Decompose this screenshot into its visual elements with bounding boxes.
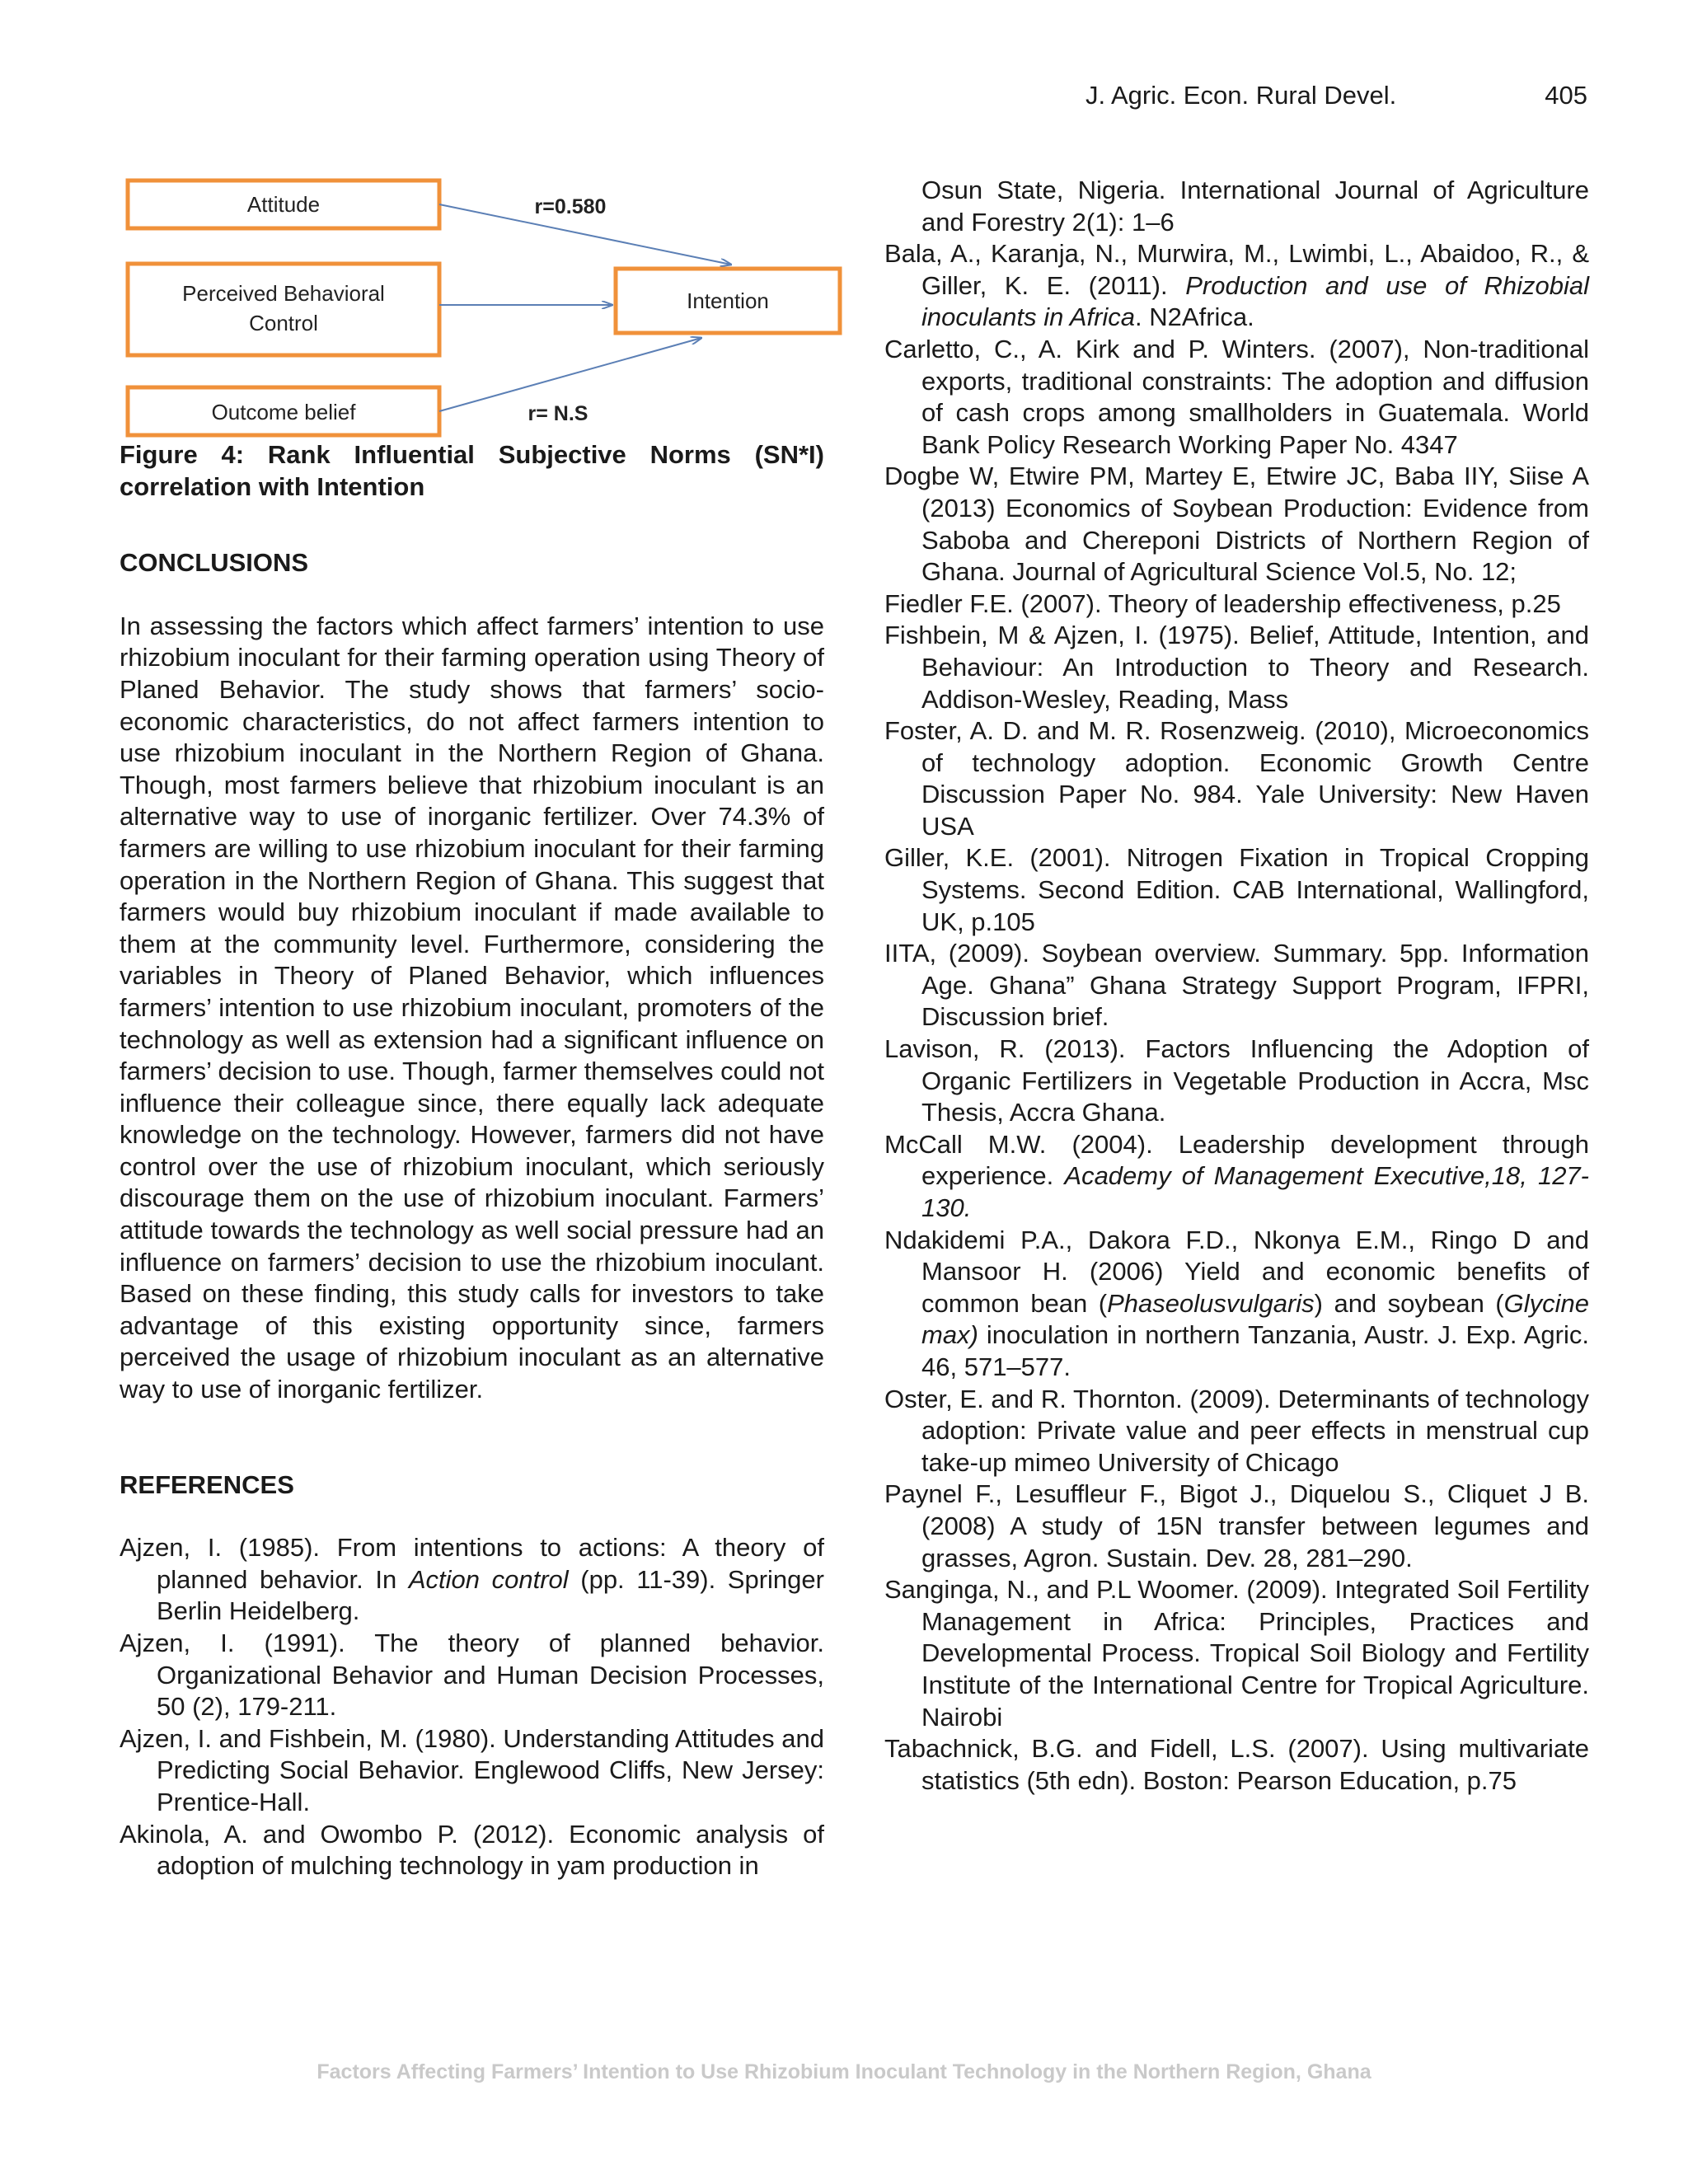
reference-text: Paynel F., Lesuffleur F., Bigot J., Diquelou S., Cliquet J B. (2008) A study of 15N transfer between legumes and grasses, Agron. Sustain. Dev. 28, 281–290. (884, 1479, 1589, 1572)
reference-italic-text: Action control (408, 1564, 569, 1594)
figure-diagram (120, 169, 845, 441)
reference-item (120, 1723, 824, 1819)
reference-text: Ndakidemi P.A., Dakora F.D., Nkonya E.M., Ringo D and Mansoor H. (2006) Yield and economic benefits of common bean ( (884, 1225, 1589, 1318)
reference-text: Fiedler F.E. (2007). Theory of leadership effectiveness, p.25 (884, 588, 1561, 618)
figure-4 (120, 169, 845, 441)
reference-item (884, 238, 1589, 334)
reference-italic-text: Glycine max) (921, 1288, 1589, 1350)
reference-item (884, 1574, 1589, 1733)
r-value-outcome: r= N.S (528, 402, 588, 425)
reference-text: Lavison, R. (2013). Factors Influencing the Adoption of Organic Fertilizers in Vegetable Production in Accra, Msc Thesis, Accra Ghana. (884, 1034, 1589, 1127)
right-column (884, 175, 1589, 1797)
reference-text: Sanginga, N., and P.L Woomer. (2009). Integrated Soil Fertility Management in Africa: Principles, Practices and Developmental Process. Tropical Soil Biology and Fertility Institute of the International Centre for Tropical Agriculture. Nairobi (884, 1575, 1589, 1732)
journal-title: J. Agric. Econ. Rural Devel. (1085, 81, 1397, 110)
references-heading: REFERENCES (120, 1469, 294, 1499)
reference-text: Ajzen, I. and Fishbein, M. (1980). Understanding Attitudes and Predicting Social Behavior. Englewood Cliffs, New Jersey: Prentice-Hall. (120, 1723, 824, 1816)
reference-text: Oster, E. and R. Thornton. (2009). Determinants of technology adoption: Private value and peer effects in menstrual cup take-up mimeo University of Chicago (884, 1384, 1589, 1477)
reference-item (884, 1225, 1589, 1384)
figure-caption: Figure 4: Rank Influential Subjective Norms (SN*I) correlation with Intention (120, 440, 824, 501)
reference-text: Dogbe W, Etwire PM, Martey E, Etwire JC, Baba IIY, Siise A (2013) Economics of Soybean Production: Evidence from Saboba and Chereponi Districts of Northern Region of Ghana. Journal of Agricultural Science Vol.5, No. 12; (884, 462, 1589, 587)
reference-text: McCall M.W. (2004). Leadership development through experience. (884, 1129, 1589, 1191)
page-header (1085, 81, 1587, 110)
page-number: 405 (1545, 81, 1587, 110)
reference-italic-text: Academy of Management Executive,18, 127-130. (921, 1161, 1590, 1222)
reference-item (884, 1384, 1589, 1479)
reference-item (884, 1033, 1589, 1129)
reference-item (884, 588, 1589, 621)
reference-text: . N2Africa. (1135, 302, 1254, 332)
reference-text: Fishbein, M & Ajzen, I. (1975). Belief, Attitude, Intention, and Behaviour: An Introduction to Theory and Research. Addison-Wesley, Reading, Mass (884, 621, 1589, 714)
reference-text: Ajzen, I. (1985). From intentions to actions: A theory of planned behavior. In (120, 1533, 824, 1594)
intention-label: Intention (687, 288, 769, 313)
reference-item (884, 1733, 1589, 1797)
reference-item (884, 461, 1589, 588)
pbc-label-line1: Perceived Behavioral (182, 281, 385, 306)
reference-text: IITA, (2009). Soybean overview. Summary. 5pp. Information Age. Ghana” Ghana Strategy Support Program, IFPRI, Discussion brief. (884, 939, 1589, 1032)
reference-text: Foster, A. D. and M. R. Rosenzweig. (2010), Microeconomics of technology adoption. Economic Growth Centre Discussion Paper No. 984. Yale University: New Haven USA (884, 716, 1589, 841)
reference-item (884, 938, 1589, 1033)
reference-item (884, 1479, 1589, 1574)
reference-italic-text: Phaseolusvulgaris (1107, 1288, 1315, 1318)
references-list-left (120, 1532, 824, 1882)
reference-text: Ajzen, I. (1991). The theory of planned behavior. Organizational Behavior and Human Decision Processes, 50 (2), 179-211. (120, 1629, 824, 1722)
reference-item (120, 1819, 824, 1882)
attitude-label: Attitude (246, 192, 321, 217)
reference-text: (pp. 11-39). Springer Berlin Heidelberg. (157, 1564, 824, 1626)
outcome-arrow (439, 338, 701, 411)
left-column (120, 169, 824, 1882)
outcome-belief-label: Outcome belief (211, 400, 356, 424)
reference-item (884, 715, 1589, 842)
reference-item (884, 334, 1589, 461)
reference-italic-text: Production and use of Rhizobial inoculants in Africa (921, 270, 1589, 332)
pbc-label-line2: Control (249, 311, 318, 335)
reference-item (120, 1532, 824, 1628)
page-footer: Factors Affecting Farmers’ Intention to Use Rhizobium Inoculant Technology in the Northern Region, Ghana (316, 2060, 1372, 2083)
reference-text: Tabachnick, B.G. and Fidell, L.S. (2007). Using multivariate statistics (5th edn). Boston: Pearson Education, p.75 (884, 1734, 1589, 1795)
reference-text: Akinola, A. and Owombo P. (2012). Economic analysis of adoption of mulching technology in yam production in (120, 1819, 824, 1881)
references-list-right (884, 238, 1589, 1797)
reference-text: Carletto, C., A. Kirk and P. Winters. (2007), Non-traditional exports, traditional constraints: The adoption and diffusion of cash crops among smallholders in Guatemala. World Bank Policy Research Working Paper No. 4347 (884, 334, 1589, 459)
reference-item (884, 1129, 1589, 1225)
conclusions-paragraph: In assessing the factors which affect farmers’ intention to use rhizobium inoculant for their farming operation using Theory of Planed Behavior. The study shows that farmers’ socio-economic characteristics, do not affect farmers intention to use rhizobium inoculant in the Northern Region of Ghana. Though, most farmers believe that rhizobium inoculant is an alternative way to use of inorganic fertilizer. Over 74.3% of farmers are willing to use rhizobium inoculant for their farming operation in the Northern Region of Ghana. This suggest that farmers would buy rhizobium inoculant if made available to them at the community level. Furthermore, considering the variables in Theory of Planed Behavior, which influences farmers’ intention to use rhizobium inoculant, promoters of the technology as well as extension had a significant influence on farmers’ decision to use. Though, farmer themselves could not influence their colleague since, there equally lack adequate knowledge on the technology. However, farmers did not have control over the use of rhizobium inoculant, which seriously discourage them on the use of rhizobium inoculant. Farmers’ attitude towards the technology as well social pressure had an influence on farmers’ decision to use the rhizobium inoculant. Based on these finding, this study calls for investors to take advantage of this existing opportunity since, farmers perceived the usage of rhizobium inoculant as an alternative way to use of inorganic fertilizer. (120, 611, 824, 1404)
reference-item (884, 620, 1589, 715)
reference-text: Bala, A., Karanja, N., Murwira, M., Lwimbi, L., Abaidoo, R., & Giller, K. E. (2011). (884, 239, 1589, 300)
r-value-attitude: r=0.580 (534, 195, 607, 218)
reference-text: ) and soybean ( (1314, 1288, 1504, 1318)
reference-item (120, 1628, 824, 1723)
reference-text: Giller, K.E. (2001). Nitrogen Fixation in Tropical Cropping Systems. Second Edition. CAB International, Wallingford, UK, p.105 (884, 843, 1589, 936)
conclusions-heading: CONCLUSIONS (120, 548, 309, 578)
pbc-box (128, 264, 439, 355)
reference-item (884, 842, 1589, 938)
reference-text: inoculation in northern Tanzania, Austr. J. Exp. Agric. 46, 571–577. (921, 1320, 1589, 1381)
reference-continuation: Osun State, Nigeria. International Journal of Agriculture and Forestry 2(1): 1–6 (921, 176, 1589, 237)
